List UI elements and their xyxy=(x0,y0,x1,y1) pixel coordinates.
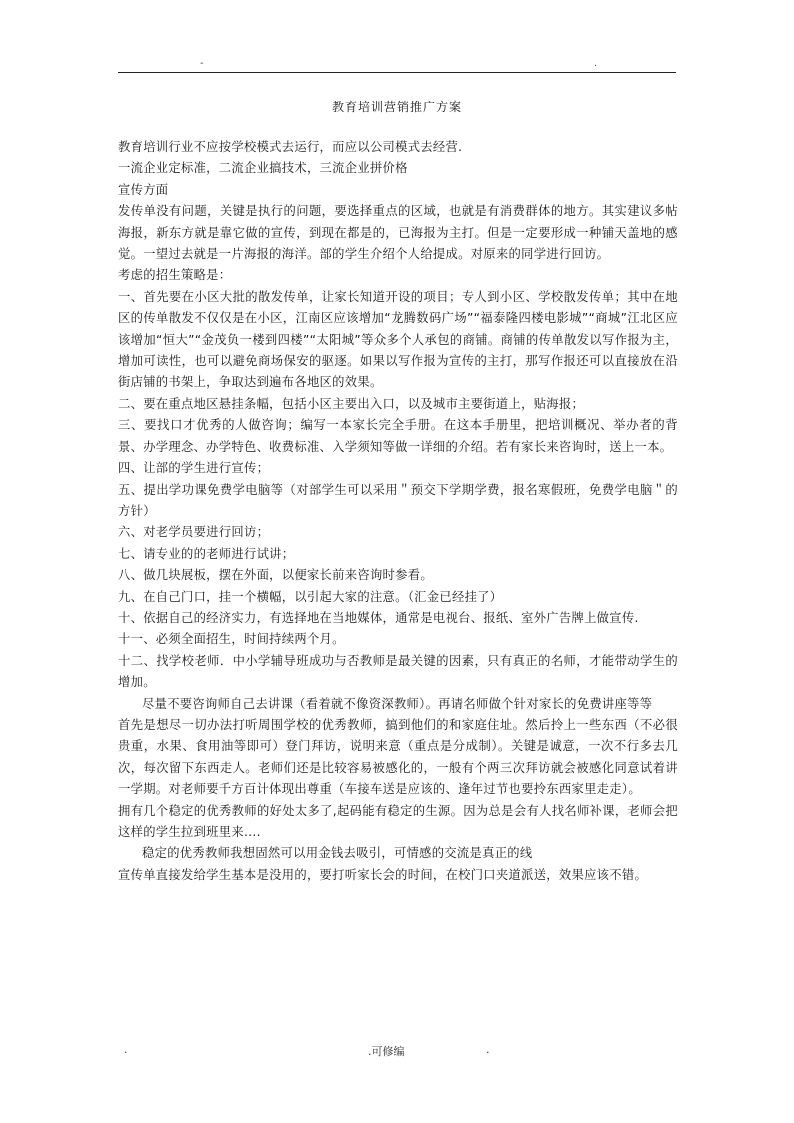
strategy-item-5: 五、提出学功课免费学电脑等（对部学生可以采用＂预交下学期学费，报名寒假班，免费学电脑＂的方针） xyxy=(118,482,678,518)
strategy-item-3: 三、要找口才优秀的人做咨询；编写一本家长完全手册。在这本手册里，把培训概况、举办者的背景、办学理念、办学特色、收费标准、入学须知等做一详细的介绍。若有家长来咨询时，送上一本。 xyxy=(118,418,678,454)
footer-editable-note: .可修编 xyxy=(368,1045,405,1058)
paragraph-motto: 一流企业定标准，二流企业搞技术，三流企业拼价格 xyxy=(118,161,408,176)
strategy-item-9: 九、在自己门口，挂一个横幅，以引起大家的注意。（汇金已经挂了） xyxy=(118,589,503,604)
strategy-item-8: 八、做几块展板，摆在外面，以便家长前来咨询时参看。 xyxy=(118,568,433,583)
paragraph-teacher-visits: 首先是想尽一切办法打听周围学校的优秀教师，搞到他们的和家庭住址。然后拎上一些东西（不必很贵重，水果、食用油等即可）登门拜访，说明来意（重点是分成制）。关键是诚意，一次不行多去几次，每次留下东西走人。老师们还是比较容易被感化的，一般有个两三次拜访就会被感化同意试着讲一学期。对老师要千方百计体现出尊重（车接车送是应该的、逢年过节也要拎东西家里走走）。 xyxy=(118,717,678,797)
footer-mark-right: . xyxy=(486,1043,490,1056)
header-mark-right: . xyxy=(594,58,598,69)
footer-mark-left: . xyxy=(124,1043,128,1056)
strategy-item-1: 一、首先要在小区大批的散发传单，让家长知道开设的项目；专人到小区、学校散发传单；其中在地区的传单散发不仅仅是在小区，江南区应该增加“龙腾数码广场”“福泰隆四楼电影城”“商城”江北区应该增加“恒大”“金茂负一楼到四楼”“太阳城”等众多个人承包的商铺。商铺的传单散发以写作报为主，增加可读性，也可以避免商场保安的驱逐。如果以写作报为宣传的主打，那写作报还可以直接放在沿街店铺的书架上，争取达到遍布各地区的效果。 xyxy=(118,289,678,390)
section-heading-strategy: 考虑的招生策略是： xyxy=(118,268,232,283)
paragraph-intro: 教育培训行业不应按学校模式去运行，而应以公司模式去经营. xyxy=(118,140,463,154)
strategy-item-6: 六、对老学员要进行回访； xyxy=(118,525,270,540)
paragraph-flyers: 发传单没有问题，关键是执行的问题，要选择重点的区域，也就是有消费群体的地方。其实建议多帖海报，新东方就是靠它做的宣传，到现在都是的，已海报为主打。但是一定要形成一种铺天盖地的感觉。一望过去就是一片海报的海洋。部的学生介绍个人给提成。对原来的同学进行回访。 xyxy=(118,204,678,262)
document-body xyxy=(118,137,678,886)
strategy-item-4: 四、让部的学生进行宣传； xyxy=(118,461,270,476)
document-title: 教育培训营销推广方案 xyxy=(331,100,462,114)
strategy-item-7: 七、请专业的的老师进行试讲； xyxy=(118,546,295,561)
paragraph-lecture-tip: 尽量不要咨询师自己去讲课（看着就不像资深教师）。再请名师做个针对家长的免费讲座等等 xyxy=(142,696,653,711)
section-heading-publicity: 宣传方面 xyxy=(118,182,169,197)
paragraph-parent-meetings: 宣传单直接发给学生基本是没用的，要打听家长会的时间，在校门口夹道派送，效果应该不错。 xyxy=(118,867,648,882)
strategy-item-12: 十二、找学校老师．中小学辅导班成功与否教师是最关键的因素，只有真正的名师，才能带动学生的增加。 xyxy=(118,653,678,690)
strategy-item-2: 二、要在重点地区悬挂条幅，包括小区主要出入口，以及城市主要街道上，贴海报； xyxy=(118,396,585,411)
strategy-item-10: 十、依据自己的经济实力，有选择地在当地媒体，通常是电视台、报纸、室外广告牌上做宣传. xyxy=(118,610,639,625)
paragraph-stable-teachers: 拥有几个稳定的优秀教师的好处太多了,起码能有稳定的生源。因为总是会有人找名师补课，老师会把这样的学生拉到班里来.... xyxy=(118,803,678,839)
header-mark-left: - xyxy=(200,58,204,69)
header-rule xyxy=(118,72,676,73)
paragraph-emotional-bond: 稳定的优秀教师我想固然可以用金钱去吸引，可情感的交流是真正的线 xyxy=(142,846,533,861)
strategy-item-11: 十一、必须全面招生，时间持续两个月。 xyxy=(118,632,345,647)
